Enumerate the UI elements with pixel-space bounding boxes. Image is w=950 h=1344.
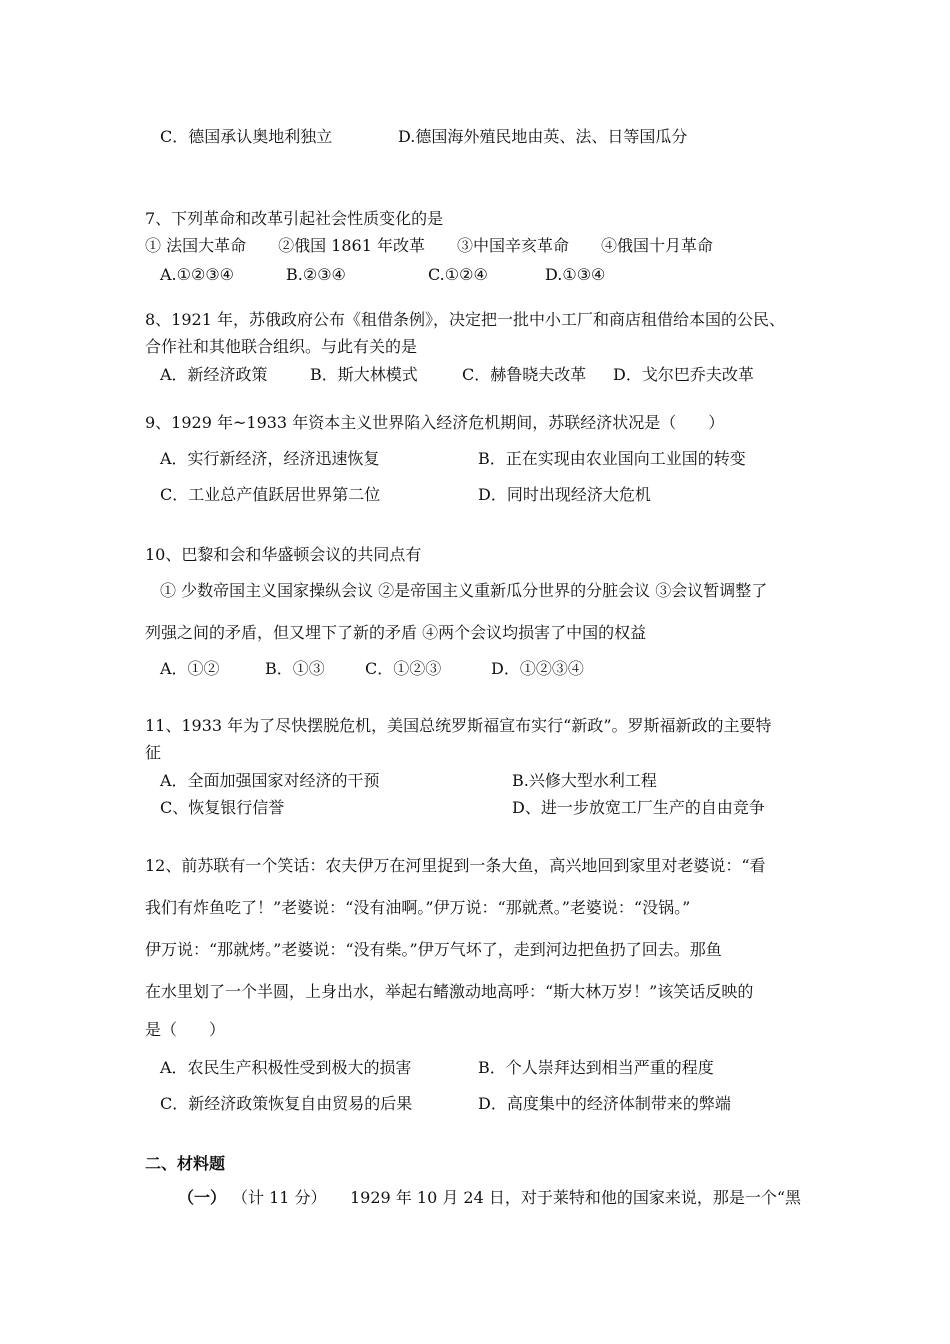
section2-heading: 二、材料题 xyxy=(145,1154,226,1173)
q7-option-c: C.①②④ xyxy=(428,265,488,284)
q10-option-d: D．①②③④ xyxy=(491,659,584,678)
q9-stem: 9、1929 年~1933 年资本主义世界陷入经济危机期间，苏联经济状况是（ ） xyxy=(145,413,725,432)
q12-option-c: C．新经济政策恢复自由贸易的后果 xyxy=(160,1094,413,1113)
q8-option-c: C．赫鲁晓夫改革 xyxy=(462,365,587,384)
q10-option-a: A．①② xyxy=(160,659,220,678)
q12-line3: 伊万说：“那就烤。”老婆说：“没有柴。”伊万气坏了，走到河边把鱼扔了回去。那鱼 xyxy=(145,940,722,959)
q8-stem-line2: 合作社和其他联合组织。与此有关的是 xyxy=(145,337,418,356)
q9-option-a: A．实行新经济，经济迅速恢复 xyxy=(160,449,380,468)
q12-line5: 是（ ） xyxy=(145,1020,226,1039)
q8-option-d: D．戈尔巴乔夫改革 xyxy=(613,365,754,384)
q11-stem-line2: 征 xyxy=(145,743,162,762)
q11-option-b: B.兴修大型水利工程 xyxy=(512,771,657,790)
q12-option-a: A．农民生产积极性受到极大的损害 xyxy=(160,1058,412,1077)
q7-option-d: D.①③④ xyxy=(545,265,606,284)
q9-option-b: B．正在实现由农业国向工业国的转变 xyxy=(478,449,746,468)
q6-option-d: D.德国海外殖民地由英、法、日等国瓜分 xyxy=(398,127,688,146)
q12-option-b: B．个人崇拜达到相当严重的程度 xyxy=(478,1058,714,1077)
section2-part-label: （一） xyxy=(178,1188,227,1207)
q8-option-a: A．新经济政策 xyxy=(160,365,268,384)
q12-line1: 12、前苏联有一个笑话：农夫伊万在河里捉到一条大鱼，高兴地回到家里对老婆说：“看 xyxy=(145,856,766,875)
q11-option-c: C、恢复银行信誉 xyxy=(160,798,285,817)
q10-items-line1: ① 少数帝国主义国家操纵会议 ②是帝国主义重新瓜分世界的分脏会议 ③会议暂调整了 xyxy=(160,581,768,600)
q6-option-c: C．德国承认奥地利独立 xyxy=(160,127,333,146)
q12-line4: 在水里划了一个半圆，上身出水，举起右鳍激动地高呼：“斯大林万岁！”该笑话反映的 xyxy=(145,982,754,1001)
q7-option-b: B.②③④ xyxy=(286,265,346,284)
q10-items-line2: 列强之间的矛盾，但又埋下了新的矛盾 ④两个会议均损害了中国的权益 xyxy=(145,623,647,642)
q11-option-a: A．全面加强国家对经济的干预 xyxy=(160,771,380,790)
q8-option-b: B．斯大林模式 xyxy=(310,365,418,384)
q11-option-d: D、进一步放宽工厂生产的自由竞争 xyxy=(512,798,765,817)
q12-option-d: D．高度集中的经济体制带来的弊端 xyxy=(478,1094,731,1113)
q10-stem: 10、巴黎和会和华盛顿会议的共同点有 xyxy=(145,545,422,564)
section2-score: （计 11 分） xyxy=(232,1188,327,1207)
q7-items: ① 法国大革命 ②俄国 1861 年改革 ③中国辛亥革命 ④俄国十月革命 xyxy=(145,236,713,255)
q8-stem-line1: 8、1921 年，苏俄政府公布《租借条例》，决定把一批中小工厂和商店租借给本国的公民、 xyxy=(145,310,785,329)
q12-line2: 我们有炸鱼吃了！”老婆说：“没有油啊。”伊万说：“那就煮。”老婆说：“没锅。” xyxy=(145,898,691,917)
q7-stem: 7、下列革命和改革引起社会性质变化的是 xyxy=(145,209,444,228)
q9-option-d: D．同时出现经济大危机 xyxy=(478,485,651,504)
q9-option-c: C．工业总产值跃居世界第二位 xyxy=(160,485,381,504)
q7-option-a: A.①②③④ xyxy=(160,265,235,284)
q11-stem-line1: 11、1933 年为了尽快摆脱危机，美国总统罗斯福宣布实行“新政”。罗斯福新政的主要特 xyxy=(145,716,772,735)
q10-option-b: B．①③ xyxy=(265,659,325,678)
q10-option-c: C．①②③ xyxy=(365,659,442,678)
section2-text: 1929 年 10 月 24 日，对于莱特和他的国家来说，那是一个“黑 xyxy=(350,1188,802,1207)
